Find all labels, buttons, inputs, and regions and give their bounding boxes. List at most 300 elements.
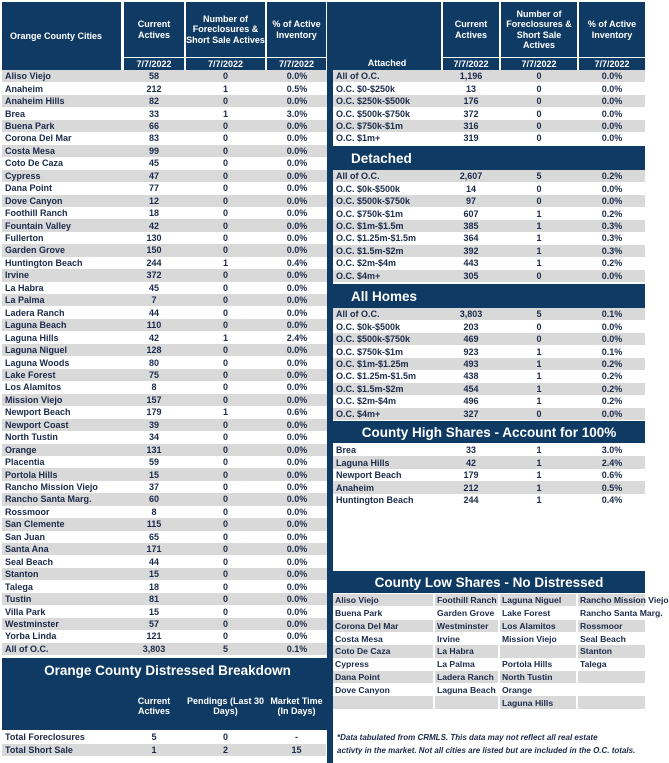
row-percent: 0.0% xyxy=(286,569,308,580)
row-percent: 0.2% xyxy=(601,171,623,182)
low-shares-title: County Low Shares - No Distressed xyxy=(333,571,645,593)
row-actives: 454 xyxy=(463,383,479,394)
row-percent: 0.0% xyxy=(286,120,308,131)
row-percent: 0.0% xyxy=(601,108,623,119)
row-actives: 14 xyxy=(465,183,476,194)
row-distressed: 0 xyxy=(536,321,542,332)
row-label: San Juan xyxy=(5,531,46,542)
row-distressed: 1 xyxy=(222,407,228,418)
row-percent: 0.0% xyxy=(286,631,308,642)
row-distressed: 1 xyxy=(536,371,542,382)
row-percent: 0.0% xyxy=(286,494,308,505)
row-actives: 171 xyxy=(146,544,162,555)
row-label: Rancho Santa Marg. xyxy=(5,494,92,505)
row-label: O.C. $500k-$750k xyxy=(336,108,411,119)
row-actives: 97 xyxy=(465,196,476,207)
row-label: Irvine xyxy=(5,270,30,281)
row-percent: 0.0% xyxy=(286,133,308,144)
table-row xyxy=(2,207,327,219)
row-label: O.C. $0-$250k xyxy=(336,83,396,94)
row-percent: 0.0% xyxy=(601,321,623,332)
low-share-city: Aliso Viejo xyxy=(333,594,433,606)
low-share-city: Portola Hills xyxy=(502,659,553,670)
header-date: 7/7/2022 xyxy=(579,58,645,70)
row-actives: 496 xyxy=(463,396,479,407)
row-actives: 176 xyxy=(463,96,479,107)
row-distressed: 5 xyxy=(536,309,542,320)
row-distressed: 0 xyxy=(222,195,228,206)
table-row xyxy=(2,132,327,144)
table-row xyxy=(2,468,327,480)
row-actives: 1 xyxy=(151,745,157,756)
row-label: Aliso Viejo xyxy=(5,71,51,82)
table-row xyxy=(2,157,327,169)
row-distressed: 1 xyxy=(536,470,542,481)
row-actives: 15 xyxy=(148,569,159,580)
header-date: 7/7/2022 xyxy=(186,58,265,70)
row-actives: 57 xyxy=(148,618,159,629)
low-share-city: Irvine xyxy=(437,633,460,644)
row-distressed: 0 xyxy=(222,444,228,455)
row-distressed: 0 xyxy=(222,469,228,480)
low-share-city: Dove Canyon xyxy=(335,684,390,695)
row-label: Ladera Ranch xyxy=(5,307,65,318)
header-date: 7/7/2022 xyxy=(443,58,499,70)
table-row xyxy=(333,270,645,282)
row-distressed: 1 xyxy=(536,445,542,456)
row-actives: 131 xyxy=(146,444,162,455)
table-row xyxy=(333,120,645,132)
low-share-city: Costa Mesa xyxy=(335,633,383,644)
table-row xyxy=(2,356,327,368)
table-row xyxy=(333,481,645,493)
row-actives: 13 xyxy=(465,83,476,94)
row-label: San Clemente xyxy=(5,519,65,530)
row-distressed: 0 xyxy=(222,170,228,181)
row-actives: 80 xyxy=(148,357,159,368)
table-row xyxy=(333,195,645,207)
row-percent: 0.6% xyxy=(286,407,308,418)
row-label: O.C. $1.5m-$2m xyxy=(336,245,404,256)
row-distressed: 0 xyxy=(536,408,542,419)
row-percent: 0.3% xyxy=(601,220,623,231)
row-actives: 157 xyxy=(146,394,162,405)
low-share-city: Cypress xyxy=(335,659,369,670)
row-distressed: 0 xyxy=(222,494,228,505)
low-share-city: Orange xyxy=(502,684,533,695)
row-percent: 0.0% xyxy=(286,606,308,617)
low-share-city: Corona Del Mar xyxy=(333,620,433,632)
table-row xyxy=(2,269,327,281)
header-foreclosures: Number of Foreclosures & Short Sale Actives xyxy=(186,2,265,57)
table-row xyxy=(333,232,645,244)
row-actives: 212 xyxy=(146,83,162,94)
row-label: Villa Park xyxy=(5,606,46,617)
row-distressed: 0 xyxy=(222,544,228,555)
row-label: Buena Park xyxy=(5,120,55,131)
row-percent: 0.0% xyxy=(286,195,308,206)
row-label: O.C. $250k-$500k xyxy=(336,96,411,107)
table-row xyxy=(2,82,327,94)
row-distressed: 0 xyxy=(222,556,228,567)
row-label: Anaheim xyxy=(336,482,375,493)
row-label: O.C. $1m+ xyxy=(336,133,381,144)
row-actives: 8 xyxy=(151,506,157,517)
row-label: Portola Hills xyxy=(5,469,58,480)
row-percent: 0.0% xyxy=(601,120,623,131)
table-row xyxy=(2,95,327,107)
table-row xyxy=(333,370,645,382)
breakdown-header-actives: Current Actives xyxy=(124,684,184,728)
low-share-city: Westminster xyxy=(435,620,498,632)
row-distressed: 0 xyxy=(222,581,228,592)
row-actives: 493 xyxy=(463,358,479,369)
row-actives: 244 xyxy=(463,494,479,505)
row-percent: 0.1% xyxy=(601,346,623,357)
row-percent: 0.0% xyxy=(286,531,308,542)
breakdown-header-pendings: Pendings (Last 30 Days) xyxy=(186,684,265,728)
row-actives: 77 xyxy=(148,183,159,194)
row-label: Newport Coast xyxy=(5,419,69,430)
row-percent: 0.0% xyxy=(601,83,623,94)
row-actives: 438 xyxy=(463,371,479,382)
row-actives: 42 xyxy=(148,332,159,343)
row-percent: 0.2% xyxy=(601,396,623,407)
low-share-city: Foothill Ranch xyxy=(437,595,497,606)
row-label: Costa Mesa xyxy=(5,145,56,156)
table-row xyxy=(2,481,327,493)
row-label: Laguna Woods xyxy=(5,357,70,368)
row-percent: 0.1% xyxy=(286,643,308,654)
row-distressed: 0 xyxy=(222,158,228,169)
row-label: Rossmoor xyxy=(5,506,50,517)
low-share-city: La Habra xyxy=(435,645,498,657)
row-label: Tustin xyxy=(5,594,32,605)
low-share-city: Rossmoor xyxy=(578,620,645,632)
row-percent: 0.0% xyxy=(286,307,308,318)
row-percent: 0.0% xyxy=(286,145,308,156)
table-row xyxy=(2,444,327,456)
row-percent: 0.0% xyxy=(286,245,308,256)
row-actives: 7 xyxy=(151,295,157,306)
table-row xyxy=(333,444,645,456)
row-actives: 12 xyxy=(148,195,159,206)
table-row xyxy=(2,431,327,443)
row-actives: 443 xyxy=(463,258,479,269)
header-date: 7/7/2022 xyxy=(501,58,577,70)
table-row xyxy=(2,643,327,655)
row-percent: 0.0% xyxy=(601,196,623,207)
row-percent: 0.0% xyxy=(601,408,623,419)
row-distressed: 0 xyxy=(222,133,228,144)
row-percent: 0.0% xyxy=(286,220,308,231)
row-actives: 18 xyxy=(148,581,159,592)
table-row xyxy=(2,531,327,543)
row-actives: 2,607 xyxy=(459,171,483,182)
footnote-line-2: activty in the market. Not all cities are listed but are included in the O.C. totals. xyxy=(337,746,636,755)
header-foreclosures: Number of Foreclosures & Short Sale Actives xyxy=(501,2,577,57)
row-distressed: 0 xyxy=(222,145,228,156)
low-share-city: Stanton xyxy=(578,645,645,657)
row-percent: 0.0% xyxy=(286,357,308,368)
table-row xyxy=(333,257,645,269)
row-percent: 0.0% xyxy=(286,506,308,517)
row-distressed: 1 xyxy=(222,257,228,268)
row-distressed: 0 xyxy=(222,631,228,642)
table-row xyxy=(2,406,327,418)
table-row xyxy=(2,593,327,605)
row-distressed: 0 xyxy=(222,71,228,82)
row-actives: 45 xyxy=(148,282,159,293)
row-percent: 0.4% xyxy=(601,494,623,505)
row-label: O.C. $0k-$500k xyxy=(336,321,401,332)
table-row xyxy=(333,107,645,119)
row-percent: 0.0% xyxy=(286,432,308,443)
row-percent: 0.0% xyxy=(286,295,308,306)
row-distressed: 0 xyxy=(222,506,228,517)
table-row xyxy=(2,257,327,269)
row-distressed: 5 xyxy=(536,171,542,182)
row-percent: 3.0% xyxy=(601,445,623,456)
row-distressed: 1 xyxy=(536,346,542,357)
table-row xyxy=(333,358,645,370)
row-distressed: 1 xyxy=(222,83,228,94)
row-distressed: 0 xyxy=(536,183,542,194)
row-distressed: 1 xyxy=(536,358,542,369)
row-percent: 0.0% xyxy=(601,183,623,194)
row-distressed: 0 xyxy=(222,531,228,542)
row-percent: 0.6% xyxy=(601,470,623,481)
row-actives: 923 xyxy=(463,346,479,357)
row-distressed: 0 xyxy=(222,233,228,244)
low-share-city: Mission Viejo xyxy=(502,633,557,644)
table-row xyxy=(2,493,327,505)
row-actives: 150 xyxy=(146,245,162,256)
row-label: Dove Canyon xyxy=(5,195,63,206)
row-distressed: 1 xyxy=(536,208,542,219)
row-distressed: 0 xyxy=(222,457,228,468)
row-percent: 15 xyxy=(291,745,302,756)
header-current-actives: Current Actives xyxy=(443,2,499,57)
row-percent: 0.4% xyxy=(286,257,308,268)
row-distressed: 1 xyxy=(536,383,542,394)
row-label: All of O.C. xyxy=(336,309,380,320)
row-actives: 8 xyxy=(151,382,157,393)
row-actives: 37 xyxy=(148,482,159,493)
row-distressed: 0 xyxy=(222,96,228,107)
row-distressed: 0 xyxy=(536,71,542,82)
table-row xyxy=(2,120,327,132)
row-actives: 59 xyxy=(148,457,159,468)
row-distressed: 0 xyxy=(222,382,228,393)
row-actives: 39 xyxy=(148,419,159,430)
table-row xyxy=(2,731,326,743)
row-label: O.C. $1.25m-$1.5m xyxy=(336,371,417,382)
table-row xyxy=(333,245,645,257)
low-share-city: Seal Beach xyxy=(580,633,626,644)
row-label: O.C. $4m+ xyxy=(336,408,381,419)
row-label: Mission Viejo xyxy=(5,394,63,405)
table-row xyxy=(333,345,645,357)
table-row xyxy=(333,408,645,420)
row-label: Dana Point xyxy=(5,183,53,194)
row-actives: 319 xyxy=(463,133,479,144)
row-label: Brea xyxy=(5,108,26,119)
row-actives: 15 xyxy=(148,469,159,480)
row-percent: 0.0% xyxy=(286,345,308,356)
row-label: O.C. $0k-$500k xyxy=(336,183,401,194)
row-distressed: 0 xyxy=(536,108,542,119)
row-actives: 3,803 xyxy=(459,309,483,320)
row-actives: 34 xyxy=(148,432,159,443)
row-label: O.C. $2m-$4m xyxy=(336,258,397,269)
row-actives: 110 xyxy=(146,320,162,331)
footnote-line-1: *Data tabulated from CRMLS. This data may not reflect all real estate xyxy=(337,733,598,742)
row-percent: 0.0% xyxy=(286,208,308,219)
row-label: Santa Ana xyxy=(5,544,49,555)
row-actives: 58 xyxy=(148,71,159,82)
row-label: Huntington Beach xyxy=(336,494,414,505)
table-row xyxy=(2,556,327,568)
row-percent: 0.0% xyxy=(286,482,308,493)
row-percent: 0.0% xyxy=(286,419,308,430)
row-actives: 81 xyxy=(148,594,159,605)
row-label: O.C. $1m-$1.25m xyxy=(336,358,409,369)
row-percent: 0.0% xyxy=(286,170,308,181)
row-label: Orange xyxy=(5,444,37,455)
row-label: Placentia xyxy=(5,457,45,468)
row-label: Rancho Mission Viejo xyxy=(5,482,98,493)
table-row xyxy=(333,494,645,506)
row-percent: 0.0% xyxy=(286,369,308,380)
table-row xyxy=(2,394,327,406)
row-label: Yorba Linda xyxy=(5,631,57,642)
row-actives: 203 xyxy=(463,321,479,332)
row-percent: 0.0% xyxy=(286,320,308,331)
row-distressed: 1 xyxy=(536,396,542,407)
table-row xyxy=(333,207,645,219)
low-share-city: Rancho Santa Marg. xyxy=(580,607,663,618)
row-percent: 0.0% xyxy=(601,133,623,144)
row-actives: 65 xyxy=(148,531,159,542)
row-distressed: 1 xyxy=(222,332,228,343)
row-actives: 83 xyxy=(148,133,159,144)
table-row xyxy=(2,568,327,580)
row-percent: 0.0% xyxy=(601,334,623,345)
table-row xyxy=(2,182,327,194)
table-row xyxy=(333,333,645,345)
row-percent: 0.0% xyxy=(286,519,308,530)
row-actives: 327 xyxy=(463,408,479,419)
table-row xyxy=(2,170,327,182)
row-actives: 18 xyxy=(148,208,159,219)
table-row xyxy=(333,320,645,332)
row-label: Garden Grove xyxy=(5,245,66,256)
table-row xyxy=(2,506,327,518)
table-row xyxy=(333,456,645,468)
row-actives: 60 xyxy=(148,494,159,505)
row-percent: 0.2% xyxy=(601,371,623,382)
low-share-city: Los Alamitos xyxy=(500,620,576,632)
table-row xyxy=(2,219,327,231)
header-date: 7/7/2022 xyxy=(267,58,326,70)
low-share-city: Dana Point xyxy=(333,671,433,683)
row-label: O.C. $750k-$1m xyxy=(336,208,404,219)
table-row xyxy=(333,170,645,182)
row-distressed: 0 xyxy=(222,618,228,629)
row-actives: 372 xyxy=(463,108,479,119)
row-label: Foothill Ranch xyxy=(5,208,68,219)
row-actives: 47 xyxy=(148,170,159,181)
row-actives: 121 xyxy=(146,631,162,642)
row-percent: 0.5% xyxy=(286,83,308,94)
row-percent: 0.0% xyxy=(286,618,308,629)
row-percent: 0.0% xyxy=(286,394,308,405)
row-percent: 0.0% xyxy=(286,183,308,194)
row-distressed: 0 xyxy=(222,307,228,318)
low-share-city: Lake Forest xyxy=(502,607,551,618)
row-actives: 99 xyxy=(148,145,159,156)
row-label: O.C. $1.5m-$2m xyxy=(336,383,404,394)
table-row xyxy=(333,95,645,107)
table-row xyxy=(2,580,327,592)
row-actives: 305 xyxy=(463,270,479,281)
low-share-city: Coto De Caza xyxy=(333,645,433,657)
table-row xyxy=(2,518,327,530)
row-label: Laguna Niguel xyxy=(5,345,68,356)
table-row xyxy=(2,456,327,468)
row-distressed: 0 xyxy=(222,245,228,256)
low-share-city: Rancho Mission Viejo xyxy=(580,595,669,606)
row-distressed: 0 xyxy=(222,394,228,405)
row-label: Corona Del Mar xyxy=(5,133,72,144)
row-actives: 244 xyxy=(146,257,162,268)
row-label: O.C. $1.25m-$1.5m xyxy=(336,233,417,244)
row-label: Huntington Beach xyxy=(5,257,83,268)
breakdown-header-market-time: Market Time (In Days) xyxy=(267,684,326,728)
low-share-city xyxy=(578,696,645,708)
row-distressed: 0 xyxy=(222,569,228,580)
row-distressed: 0 xyxy=(222,270,228,281)
low-share-city: Laguna Niguel xyxy=(500,594,576,606)
row-distressed: 1 xyxy=(222,108,228,119)
row-label: Laguna Hills xyxy=(5,332,59,343)
column-divider xyxy=(327,730,333,763)
all-homes-title: All Homes xyxy=(333,284,645,308)
row-label: Los Alamitos xyxy=(5,382,62,393)
header-attached: Attached xyxy=(333,2,441,70)
row-label: Coto De Caza xyxy=(5,158,64,169)
low-share-city xyxy=(333,696,433,708)
row-percent: 0.0% xyxy=(286,594,308,605)
low-share-city xyxy=(578,684,645,696)
low-share-city: Buena Park xyxy=(335,607,383,618)
table-row xyxy=(2,145,327,157)
row-percent: 0.0% xyxy=(286,457,308,468)
breakdown-title: Orange County Distressed Breakdown xyxy=(2,658,333,682)
table-row xyxy=(2,618,327,630)
row-label: O.C. $500k-$750k xyxy=(336,334,411,345)
row-label: Total Foreclosures xyxy=(5,732,85,743)
table-row xyxy=(2,331,327,343)
row-label: La Habra xyxy=(5,282,44,293)
row-label: Fullerton xyxy=(5,233,44,244)
row-actives: 82 xyxy=(148,96,159,107)
row-distressed: 1 xyxy=(536,494,542,505)
row-actives: 364 xyxy=(463,233,479,244)
row-distressed: 1 xyxy=(536,482,542,493)
table-row xyxy=(333,308,645,320)
